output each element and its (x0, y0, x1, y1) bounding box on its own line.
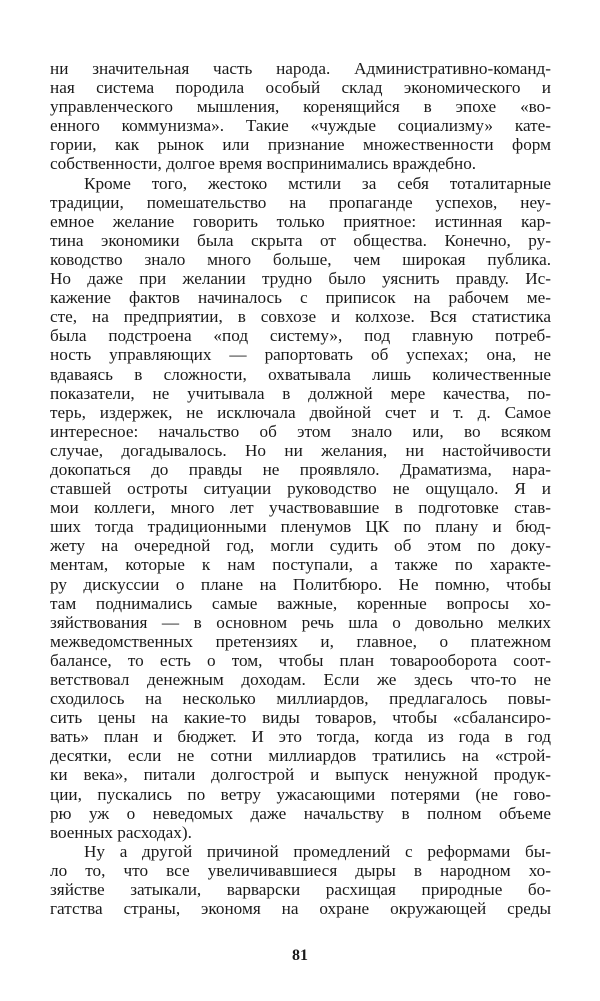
text-line: управленческого мышления, коренящийся в эпохе «во- (50, 97, 551, 117)
text-line: емное желание говорить только приятное: истинная кар- (50, 211, 551, 231)
text-line: случае, догадывалось. Но ни желания, ни настойчивости (50, 440, 551, 460)
text-line: показатели, не учитывала в должной мере качества, по- (50, 383, 551, 403)
text-line: ководство знало много больше, чем широкая публика. (50, 249, 551, 269)
text-line: там поднимались самые важные, коренные вопросы хо- (50, 593, 551, 613)
text-line: балансе, то есть о том, чтобы план товарооборота соот- (50, 650, 551, 670)
text-line: ветствовал денежным доходам. Если же здесь что-то не (50, 670, 551, 689)
text-line: зяйствования — в основном речь шла о довольно мелких (50, 612, 551, 632)
text-line: енного коммунизма». Такие «чуждые социализму» кате- (50, 116, 551, 136)
text-line: рю уж о неведомых даже начальству в полном объеме (50, 803, 551, 823)
text-line: межведомственных претензиях и, главное, о платежном (50, 631, 551, 651)
text-line: ни значительная часть народа. Административно-команд- (50, 59, 551, 78)
text-line: жету на очередной год, могли судить об этом по доку- (50, 536, 551, 556)
text-line: гории, как рынок или признание множественности форм (50, 135, 551, 155)
text-line: военных расходах). (50, 822, 192, 842)
page-number: 81 (292, 947, 308, 964)
text-line: мои коллеги, много лет участвовавшие в подготовке став- (50, 498, 551, 518)
text-line: ставшей остроты ситуации руководство не ощущало. Я и (50, 479, 551, 499)
text-line: интересное: начальство об этом знало или, во всяком (50, 421, 551, 441)
text-line: ная система породила особый склад экономического и (50, 78, 551, 98)
text-line: гатства страны, экономя на охране окружающей среды (50, 899, 551, 919)
text-line: десятки, если не сотни миллиардов тратились на «строй- (50, 746, 551, 766)
text-line: собственности, долгое время воспринимались враждебно. (50, 154, 477, 174)
paragraph (50, 59, 551, 174)
text-line: ки века», питали долгострой и выпуск ненужной продук- (50, 765, 551, 785)
text-line: вдаваясь в сложности, охватывала лишь количественные (50, 364, 551, 384)
text-line: была подстроена «под систему», под главную потреб- (50, 326, 551, 346)
text-line: зяйстве затыкали, варварски расхищая природные бо- (50, 880, 551, 900)
text-line: докопаться до правды не проявляло. Драматизма, нара- (50, 459, 551, 479)
text-line: вать» план и бюджет. И это тогда, когда из года в год (50, 727, 551, 747)
paragraph (50, 174, 551, 842)
text-line: Кроме того, жестоко мстили за себя тоталитарные (84, 173, 551, 193)
text-line: ло то, что все увеличивавшиеся дыры в народном хо- (50, 860, 551, 880)
text-line: сте, на предприятии, в совхозе и колхозе. Вся статистика (50, 307, 551, 327)
text-line: ментам, которые к нам поступали, а также по характе- (50, 555, 551, 575)
text-line: кажение фактов начиналось с приписок на рабочем ме- (50, 288, 551, 308)
text-line: Ну а другой причиной промедлений с реформами бы- (84, 841, 551, 861)
text-line: Но даже при желании трудно было уяснить правду. Ис- (50, 269, 551, 289)
text-line: ших тогда традиционными пленумов ЦК по плану и бюд- (50, 517, 551, 537)
text-line: ность управляющих — рапортовать об успехах; она, не (50, 345, 551, 365)
book-page-text (50, 59, 551, 918)
text-line: ции, пускались по ветру ужасающими потерями (не гово- (50, 784, 551, 804)
text-line: сходилось на несколько миллиардов, предлагалось повы- (50, 689, 551, 709)
text-line: терь, издержек, не исключала двойной счет и т. д. Самое (50, 402, 551, 422)
paragraph (50, 842, 551, 918)
text-line: сить цены на какие-то виды товаров, чтобы «сбалансиро- (50, 708, 551, 728)
text-line: тина экономики была скрыта от общества. Конечно, ру- (50, 230, 551, 250)
text-line: традиции, помешательство на пропаганде успехов, неу- (50, 192, 551, 212)
text-line: ру дискуссии о плане на Политбюро. Не помню, чтобы (50, 574, 551, 594)
